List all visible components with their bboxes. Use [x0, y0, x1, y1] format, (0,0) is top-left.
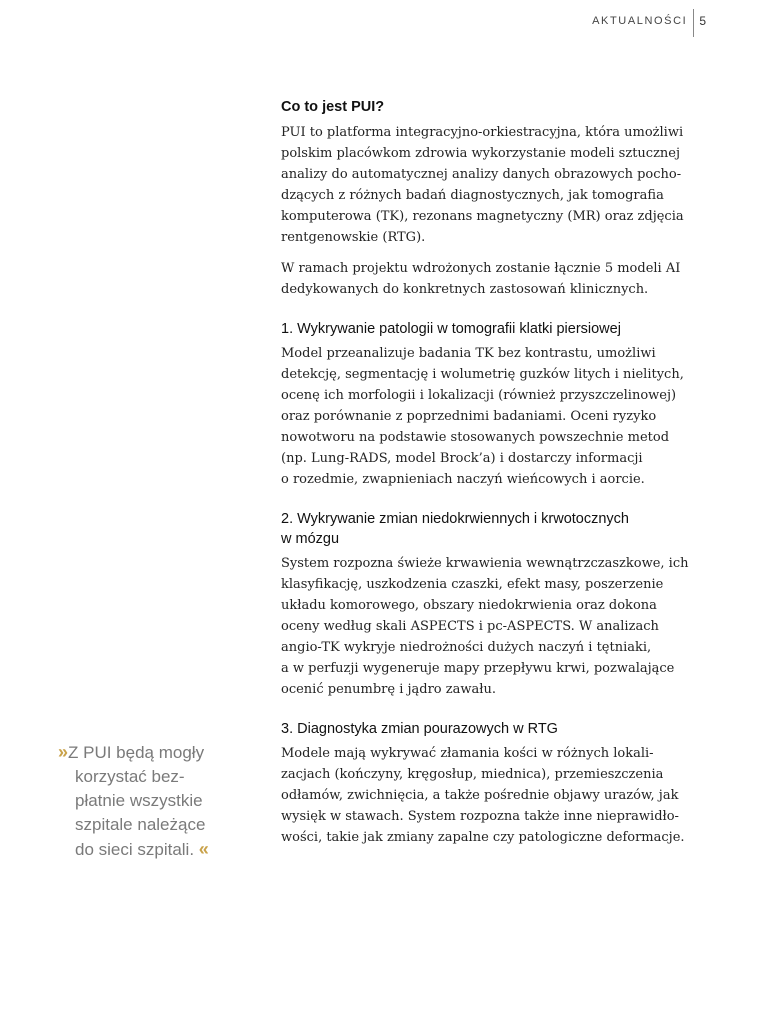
- text-line: (np. Lung-RADS, model Brock’a) i dostarczy informacji: [281, 451, 643, 466]
- text-line: Model przeanalizuje badania TK bez kontrastu, umożliwi: [281, 346, 656, 361]
- text-line: Modele mają wykrywać złamania kości w różnych lokali-: [281, 746, 654, 761]
- heading-line: 2. Wykrywanie zmian niedokrwiennych i krwotocznych: [281, 511, 629, 527]
- text-line: polskim placówkom zdrowia wykorzystanie modeli sztucznej: [281, 146, 681, 161]
- text-line: angio-TK wykryje niedrożności dużych naczyń i tętniaki,: [281, 640, 652, 655]
- text-line: ocenić penumbrę i jądro zawału.: [281, 682, 496, 697]
- text-line: dedykowanych do konkretnych zastosowań klinicznych.: [281, 282, 649, 297]
- open-quote-mark-icon: »: [58, 742, 69, 762]
- section-1-heading: 1. Wykrywanie patologii w tomografii klatki piersiowej: [281, 321, 621, 337]
- text-line: odłamów, zwichnięcia, a także pośrednie objawy urazów, jak: [281, 788, 679, 803]
- quote-text: Z PUI będą mogły: [68, 743, 205, 762]
- text-line: oceny według skali ASPECTS i pc-ASPECTS. W analizach: [281, 619, 659, 634]
- section-2-heading: [281, 509, 701, 549]
- text-line: komputerowa (TK), rezonans magnetyczny (MR) oraz zdjęcia: [281, 209, 684, 224]
- intro-paragraph-1: [281, 122, 701, 248]
- close-quote-mark-icon: «: [198, 839, 209, 859]
- text-line: a w perfuzji wygeneruje mapy przepływu krwi, pozwalające: [281, 661, 675, 676]
- pull-quote-line: szpitale należące: [75, 815, 206, 834]
- text-line: wości, takie jak zmiany zapalne czy patologiczne deformacje.: [281, 830, 685, 845]
- page-number: 5: [699, 14, 706, 28]
- text-line: analizy do automatycznej analizy danych obrazowych pocho-: [281, 167, 682, 182]
- text-line: nowotworu na podstawie stosowanych powszechnie metod: [281, 430, 670, 445]
- text-line: detekcję, segmentację i wolumetrię guzków litych i nielitych,: [281, 367, 684, 382]
- pull-quote-line: [58, 740, 238, 765]
- article-body: [281, 97, 701, 848]
- text-line: dzących z różnych badań diagnostycznych, jak tomografia: [281, 188, 664, 203]
- section-3-text: [281, 743, 701, 848]
- page-header: [592, 10, 706, 32]
- intro-heading: Co to jest PUI?: [281, 99, 385, 115]
- text-line: System rozpozna świeże krwawienia wewnątrzczaszkowe, ich: [281, 556, 689, 571]
- text-line: rentgenowskie (RTG).: [281, 230, 426, 245]
- heading-line: w mózgu: [281, 531, 340, 547]
- pull-quote-line: płatnie wszystkie: [75, 791, 203, 810]
- text-line: zacjach (kończyny, kręgosłup, miednica), przemieszczenia: [281, 767, 664, 782]
- text-line: W ramach projektu wdrożonych zostanie łącznie 5 modeli AI: [281, 261, 681, 276]
- text-line: wysięk w stawach. System rozpozna także inne nieprawidło-: [281, 809, 679, 824]
- text-line: PUI to platforma integracyjno-orkiestracyjna, która umożliwi: [281, 125, 684, 140]
- text-line: układu komorowego, obszary niedokrwienia oraz dokona: [281, 598, 657, 613]
- quote-text: do sieci szpitali.: [75, 840, 195, 859]
- pull-quote-line: [58, 837, 238, 862]
- pull-quote-line: korzystać bez-: [75, 767, 185, 786]
- section-2-text: [281, 553, 701, 700]
- text-line: o rozedmie, zwapnieniach naczyń wieńcowych i aorcie.: [281, 472, 645, 487]
- text-line: klasyfikację, uszkodzenia czaszki, efekt masy, poszerzenie: [281, 577, 664, 592]
- section-1-text: [281, 343, 701, 490]
- section-3-heading: 3. Diagnostyka zmian pourazowych w RTG: [281, 721, 558, 737]
- section-label: AKTUALNOŚCI: [592, 15, 688, 27]
- pull-quote: [58, 740, 238, 862]
- intro-paragraph-2: [281, 258, 701, 300]
- text-line: oraz porównanie z poprzednimi badaniami. Oceni ryzyko: [281, 409, 657, 424]
- text-line: ocenę ich morfologii i lokalizacji (również przyszczelinowej): [281, 388, 677, 403]
